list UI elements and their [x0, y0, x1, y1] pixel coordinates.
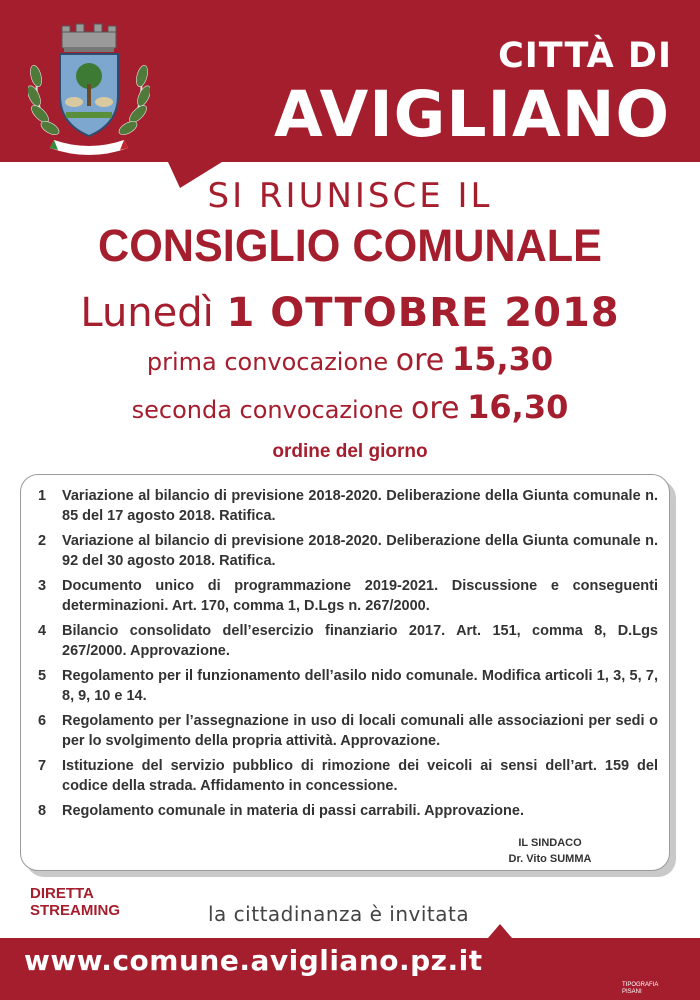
agenda-item-text: Regolamento comunale in materia di passi carrabili. Approvazione.	[62, 803, 524, 819]
second-call-time: 16,30	[467, 388, 569, 426]
website-link[interactable]: www.comune.avigliano.pz.it	[24, 944, 483, 977]
city-prefix: CITTÀ DI	[498, 36, 672, 76]
meeting-date-value: 1 OTTOBRE 2018	[226, 290, 620, 336]
agenda-item-number: 6	[38, 713, 47, 729]
agenda-item	[38, 756, 658, 796]
second-call-label: seconda convocazione	[131, 396, 404, 424]
first-call-label: prima convocazione	[146, 348, 389, 376]
agenda-item-text: Regolamento per il funzionamento dell’asilo nido comunale. Modifica articoli 1, 3, 5, 7, 8, 9, 10 e 14.	[62, 668, 658, 704]
agenda-item-text: Variazione al bilancio di previsione 2018-2020. Deliberazione della Giunta comunale n. 85 del 17 agosto 2018. Ratifica.	[62, 488, 658, 524]
agenda-item-text: Variazione al bilancio di previsione 2018-2020. Deliberazione della Giunta comunale n. 92 del 30 agosto 2018. Ratifica.	[62, 533, 658, 569]
agenda-item-text: Documento unico di programmazione 2019-2021. Discussione e conseguenti determinazioni. Art. 170, comma 1, D.Lgs n. 267/2000.	[62, 578, 658, 614]
meeting-date	[0, 290, 700, 336]
agenda-item-number: 2	[38, 533, 47, 549]
second-call	[0, 388, 700, 426]
agenda-item-text: Regolamento per l’assegnazione in uso di locali comunali alle associazioni per sedi o per lo svolgimento della propria attività. Approvazione.	[62, 713, 658, 749]
printer-line-2: PISANI	[622, 989, 642, 995]
meeting-day: Lunedì	[80, 290, 214, 336]
second-call-ore: ore	[411, 391, 460, 426]
agenda-item-number: 1	[38, 488, 47, 504]
printer-line-1: TIPOGRAFIA	[622, 982, 659, 988]
first-call-ore: ore	[395, 343, 445, 378]
first-call	[0, 340, 700, 378]
first-call-time: 15,30	[451, 340, 554, 378]
agenda-item-number: 8	[38, 803, 47, 819]
live-streaming-badge	[30, 885, 120, 919]
agenda-item-number: 3	[38, 578, 47, 594]
agenda-item	[38, 711, 658, 751]
agenda-item-number: 4	[38, 623, 47, 639]
live-line-2: STREAMING	[30, 902, 120, 919]
agenda-heading: ordine del giorno	[272, 441, 428, 462]
announcement-title: CONSIGLIO COMUNALE	[98, 220, 602, 271]
agenda-list	[38, 486, 658, 826]
invite-text: la cittadinanza è invitata	[208, 902, 470, 926]
agenda-item-number: 7	[38, 758, 47, 774]
mayor-role: IL SINDACO	[518, 837, 582, 849]
city-name: AVIGLIANO	[273, 78, 670, 151]
agenda-item	[38, 666, 658, 706]
agenda-item-text: Istituzione del servizio pubblico di rimozione dei veicoli ai sensi dell’art. 159 del codice della strada. Affidamento in concessione.	[62, 758, 658, 794]
coat-of-arms-icon	[28, 14, 150, 158]
agenda-item	[38, 531, 658, 571]
announcement-intro: SI RIUNISCE IL	[207, 176, 493, 216]
mayor-name: Dr. Vito SUMMA	[508, 853, 592, 865]
live-line-1: DIRETTA	[30, 885, 94, 902]
agenda-item	[38, 621, 658, 661]
mayor-signature	[460, 835, 640, 867]
agenda-item	[38, 576, 658, 616]
agenda-item-text: Bilancio consolidato dell’esercizio finanziario 2017. Art. 151, comma 8, D.Lgs 267/2000. Approvazione.	[62, 623, 658, 659]
printer-logo	[622, 982, 658, 996]
agenda-item-number: 5	[38, 668, 47, 684]
agenda-item	[38, 486, 658, 526]
agenda-item	[38, 801, 658, 821]
